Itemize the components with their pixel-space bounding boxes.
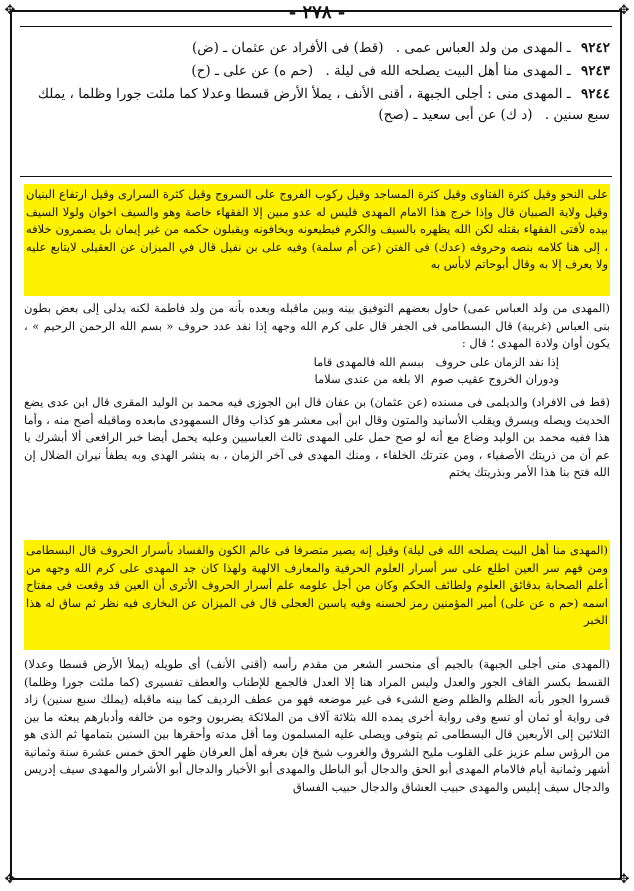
hadith-item xyxy=(24,84,610,126)
commentary-paragraph-highlighted: (المهدى منا أهل البيت يصلحه الله فى ليلة) وقيل إنه يصير متصرفا فى عالم الكون والفساد بأسرار الحروف قال البسطامى ومن فهم سر العين اطلع على سر أسرار العلوم الحرفية والمعارف الالهية ولهذا كان جد المهدى على كرم الله وجهه من أعلم الصحابة بدقائق العلوم ولطائف الحكم وكان من أجل علومه علم أسرار الحروف الأترى أن العين قد وقعت فى مفتاح اسمه (حم ه عن على) أمير المؤمنين رمز لحسنه وفيه ياسين العجلى قال فى الميزان عن البخارى فيه نظر ثم ساق له هذا الخبر xyxy=(24,540,610,650)
commentary-paragraph-highlighted: على النحو وقيل كثرة الفتاوى وقيل كثرة المساجد وقيل ركوب الفروج على السروج وقيل كثرة السرارى وقيل ارتفاع البنيان وقيل ولاية الصبيان قال وإذا خرج هذا الامام المهدى فليس له عدو مبين إلا الفقهاء خاصة وهو والسيف اخوان ولولا السيف بيده لأفتى الفقهاء بقتله لكن الله يظهره بالسيف والكرم فيطيعونه ويخافونه ويقبلون حكمه من غير إيمان بل يضمرون خلافه ، إلى هنا كلامه بنصه وحروفه (عدك) فى الفتن (عن أم سلمة) وفيه على بن نفيل قال في الميزان عن العقيلى لايتابع عليه ولا يعرف إلا به وقال أبوحاتم لابأس به xyxy=(24,184,610,296)
hadith-item xyxy=(24,61,610,82)
hadith-list xyxy=(20,38,614,128)
ornament-bottom-left-icon: ✥ xyxy=(4,872,16,887)
hadith-number: ٩٢٤٣ xyxy=(580,63,610,79)
ornament-top-right-icon: ✥ xyxy=(618,3,630,18)
hadith-source: (د ك) عن أبى سعيد ـ (صح) xyxy=(378,107,533,123)
header-rule xyxy=(20,26,612,27)
ornament-bottom-right-icon: ✥ xyxy=(618,872,630,887)
hadith-text: ـ المهدى منى : أجلى الجبهة ، أقنى الأنف ، يملأ الأرض قسطا وعدلا كما ملئت جورا وظلما ، يملك سبع سنين . xyxy=(37,86,610,123)
poem-line: إذا نفد الزمان على حروف xyxy=(435,355,559,369)
hadith-item xyxy=(24,38,610,59)
commentary-paragraph: (قط فى الافراد) والديلمى فى مسنده (عن عثمان) بن عفان قال ابن الجوزى فيه محمد بن الوليد المقرى قال ابن عدى يضع الحديث ويصله ويسرق ويقلب الأسانيد والمتون وقال ابن أبى معشر هو كذاب وقال السمهودى مابعده وماقبله أصح منه ، وأما هذا ففيه محمد بن الوليد وضاع مع أنه لو صح حمل على المهدى ثالث العباسيين وعليه يحمل أيضا خبر الرافعى ألا أبشرك يا عم أن من ذريتك الأصفياء ، ومن عترتك الخلفاء ، ومنك المهدى فى آخر الزمان ، به ينشر الهدى وبه يطفأ نيران الضلال إن الله فتح بنا هذا الأمر وبذريتك يختم xyxy=(24,395,610,479)
poem-line: الا بلغه من عندى سلاما xyxy=(314,372,424,386)
hadith-source: (حم ه) عن على ـ (ح) xyxy=(191,63,314,79)
poem-line: ودوران الخروج عقيب صوم xyxy=(430,372,559,386)
page-number: - ٢٧٨ - xyxy=(288,2,346,23)
ornament-top-left-icon: ✥ xyxy=(4,3,16,18)
poem-line: ببسم الله فالمهدى قاما xyxy=(313,355,424,369)
poem xyxy=(289,354,559,388)
commentary-paragraph: (المهدى منى أجلى الجبهة) بالجيم أى منحسر الشعر من مقدم رأسه (أقنى الأنف) أى طويله (يملأ الأرض قسطا وعدلا) القسط بكسر القاف الجور والعدل وليس المراد هنا إلا العدل فالجمع للإطناب والعطف تفسيرى (كما ملئت جورا وظلما) قسروا الجور بأنه الظلم والظلم وضع الشىء فى غير موضعه فهو من عطف الرديف كما بينه ماقبله (يملك سبع سنين) زاد فى رواية أو ثمان أو تسع وفى رواية أخرى يمده الله بثلاثة آلاف من الملائكة يضربون وجوه من خالفه وأدبارهم يبعثه ما بين الثلاثين إلى الأربعين قال البسطامى ثم يتوفى ويصلى عليه المسلمون وما أقل مدته وأحقرها بين السنين بتمامها ثم الذى هو من الرؤس سلم عزيز على القلوب مليح الشروق والغروب شيخ فإن بعرفه أهل العرفان ظهر الحق خمس عشرة سنة وثمانية أشهر وثمانية أيام فالامام المهدى أبو الحق والدجال أبو الباطل والمهدى أبو الأخيار والدجال أبو الأشرار والمهدى سيف إدريس والدجال سيف إبليس والمهدى حبيب العشاق والدجال حبيب الفساق xyxy=(24,657,610,794)
commentary xyxy=(20,184,614,878)
hadith-text: ـ المهدى من ولد العباس عمى . xyxy=(395,40,571,56)
hadith-text: ـ المهدى منا أهل البيت يصلحه الله فى ليلة . xyxy=(325,63,571,79)
hadith-source: (قط) فى الأفراد عن عثمان ـ (ض) xyxy=(191,40,384,56)
commentary-rule xyxy=(20,176,612,177)
hadith-number: ٩٢٤٤ xyxy=(580,86,610,102)
commentary-paragraph: (المهدى من ولد العباس عمى) حاول بعضهم التوفيق بينه وبين ماقبله وبعده بأنه من ولد فاطمة لكنه يدلى إلى بعض بطون بنى العباس (غريبة) قال البسطامى فى الجفر قال على كرم الله وجهه إذا نفد عدد حروف « بسم الله الرحمن الرحيم » ، يكون أوان ولادة المهدى ؛ قال : xyxy=(24,301,610,350)
hadith-number: ٩٢٤٢ xyxy=(580,40,610,56)
